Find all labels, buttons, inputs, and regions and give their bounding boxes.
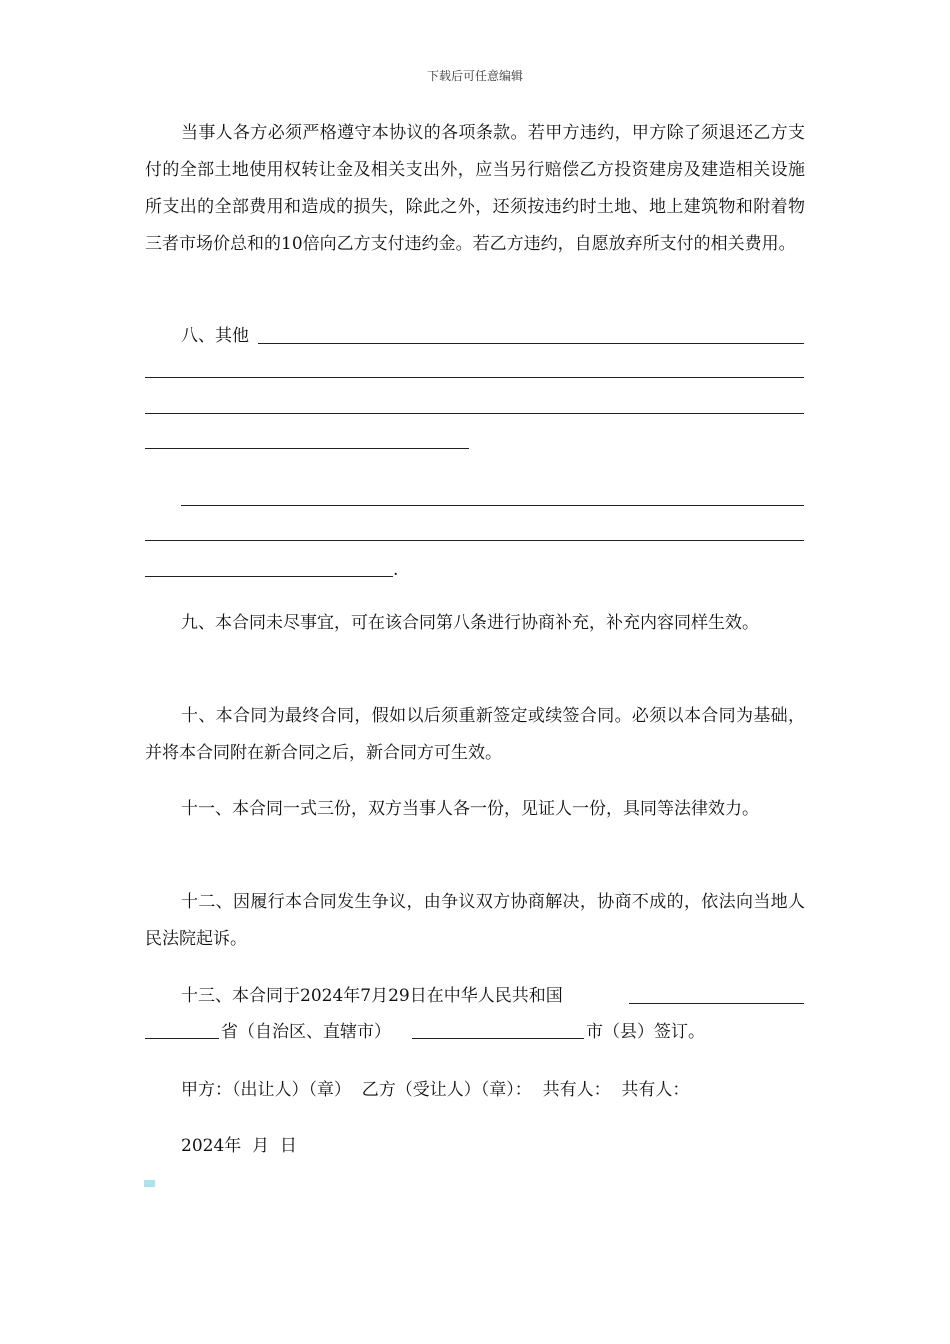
fill-line bbox=[145, 540, 804, 541]
clause-9-paragraph: 九、本合同未尽事宜，可在该合同第八条进行协商补充，补充内容同样生效。 bbox=[181, 613, 759, 633]
signing-date: 2024年 月 日 bbox=[181, 1136, 297, 1156]
fill-line bbox=[145, 413, 804, 414]
clause-13-part1: 十三、本合同于2024年7月29日在中华人民共和国 bbox=[181, 986, 563, 1006]
clause-13-part2: 省（自治区、直辖市） bbox=[221, 1022, 391, 1042]
clause-8-end-mark: . bbox=[393, 560, 399, 580]
clause-12-paragraph: 十二、因履行本合同发生争议，由争议双方协商解决，协商不成的，依法向当地人民法院起诉。 bbox=[145, 892, 805, 949]
fill-line bbox=[258, 343, 804, 344]
fill-line-province bbox=[145, 1038, 219, 1039]
fill-line bbox=[145, 448, 469, 449]
fill-line bbox=[181, 505, 804, 506]
page-header: 下载后可任意编辑 bbox=[426, 69, 523, 83]
clause-10-paragraph: 十、本合同为最终合同，假如以后须重新签定或续签合同。必须以本合同为基础，并将本合同附在新合同之后，新合同方可生效。 bbox=[145, 706, 805, 763]
fill-line bbox=[145, 377, 804, 378]
clause-13-part3: 市（县）签订。 bbox=[586, 1022, 705, 1042]
clause-breach-paragraph: 当事人各方必须严格遵守本协议的各项条款。若甲方违约，甲方除了须退还乙方支付的全部土地使用权转让金及相关支出外，应当另行赔偿乙方投资建房及建造相关设施所支出的全部费用和造成的损失，除此之外，还须按违约时土地、地上建筑物和附着物三者市场价总和的10倍向乙方支付违约金。若乙方违约，自愿放弃所支付的相关费用。 bbox=[145, 123, 805, 254]
fill-line bbox=[145, 576, 393, 577]
clause-11-paragraph: 十一、本合同一式三份，双方当事人各一份，见证人一份，具同等法律效力。 bbox=[181, 799, 759, 819]
fill-line-city bbox=[412, 1038, 584, 1039]
highlight-marker bbox=[144, 1180, 155, 1187]
signature-line: 甲方：（出让人）（章） 乙方（受让人）（章）： 共有人： 共有人： bbox=[181, 1080, 690, 1100]
clause-8-label: 八、其他 bbox=[181, 326, 249, 346]
fill-line-country bbox=[629, 1003, 804, 1004]
